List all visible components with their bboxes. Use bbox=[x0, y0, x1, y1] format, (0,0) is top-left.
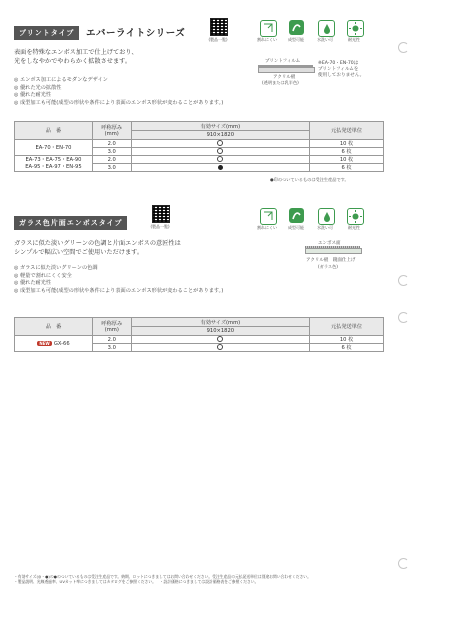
section1-footnote: ●印のついているものは受注生産品です。 bbox=[270, 177, 349, 182]
header-product: 品 番 bbox=[15, 122, 93, 140]
acrylic-label: アクリル板 鏡面仕上げ bbox=[306, 258, 356, 263]
size-mark-cell bbox=[131, 140, 310, 148]
acrylic-layer bbox=[258, 67, 315, 73]
section1-tag: プリントタイプ bbox=[14, 26, 79, 40]
unit-cell: 6 枚 bbox=[310, 344, 384, 352]
break-resistant-icon bbox=[260, 208, 277, 225]
icon-label: 水洗い可 bbox=[317, 225, 333, 230]
emboss-label: エンボス面 bbox=[318, 241, 341, 246]
header-size: 有効サイズ(mm) bbox=[131, 318, 310, 327]
sun-icon bbox=[347, 208, 364, 225]
water-drop-icon bbox=[318, 208, 335, 225]
size-mark-cell bbox=[131, 156, 310, 164]
bullet-item: ◎ 軽量で割れにくく安全 bbox=[14, 273, 314, 281]
section1-spec-table bbox=[14, 121, 384, 172]
unit-cell: 6 枚 bbox=[310, 164, 384, 172]
header-unit: 元払発送単位 bbox=[310, 318, 384, 336]
header-product: 品 番 bbox=[15, 318, 93, 336]
break-resistant-icon bbox=[260, 20, 277, 37]
size-mark-cell bbox=[131, 344, 310, 352]
film-label: プリントフィルム bbox=[265, 59, 301, 64]
intro-line: ガラスに似た淡いグリーンの色調と片面エンボスの意匠性は bbox=[14, 240, 181, 247]
table-row bbox=[15, 336, 384, 344]
moldable-icon bbox=[289, 208, 304, 223]
unit-cell: 6 枚 bbox=[310, 148, 384, 156]
moldable-icon bbox=[289, 20, 304, 35]
icon-label: 耐光性 bbox=[348, 225, 360, 230]
footer-notes bbox=[14, 574, 394, 584]
open-circle-mark bbox=[217, 344, 223, 350]
section2-intro bbox=[14, 239, 294, 257]
open-circle-mark bbox=[217, 140, 223, 146]
binder-hole bbox=[398, 275, 409, 286]
product-cell: EA-70・EN-70 bbox=[15, 140, 93, 156]
intro-line: 表面を特殊なエンボス加工で仕上げており、 bbox=[14, 49, 138, 56]
open-circle-mark bbox=[217, 156, 223, 162]
bullet-item: ◎ 成型加工も可能(成型の形状や条件により表面のエンボス形状が変わることがあります。) bbox=[14, 100, 314, 108]
acrylic-label: アクリル板 bbox=[273, 75, 296, 80]
acrylic-sub-label: (透明または乳半色) bbox=[262, 80, 299, 85]
header-unit: 元払発送単位 bbox=[310, 122, 384, 140]
open-circle-mark bbox=[217, 148, 223, 154]
icon-label: 耐光性 bbox=[348, 37, 360, 42]
icon-label: 成型可能 bbox=[288, 37, 304, 42]
thickness-cell: 2.0 bbox=[92, 140, 131, 148]
thickness-cell: 2.0 bbox=[92, 336, 131, 344]
product-cell: NEW GX-66 bbox=[15, 336, 93, 352]
binder-hole bbox=[398, 558, 409, 569]
footer-line: ・有効サイズ(◎・●)の●のついているものは受注生産品です。納期、ロットにつきましてはお問い合わせください。受注生産品の元払発送単位は別途お問い合わせください。 bbox=[14, 574, 311, 579]
section2-bullets bbox=[14, 265, 314, 295]
size-mark-cell bbox=[131, 164, 310, 172]
size-mark-cell bbox=[131, 148, 310, 156]
diagram-side-note: ※EA-70・EN-70は プリントフィルムを 使用しておりません。 bbox=[318, 61, 365, 78]
header-size-value: 910×1820 bbox=[131, 131, 310, 140]
qr-caption: (製品一覧) bbox=[208, 37, 228, 42]
bullet-item: ◎ 優れた光の拡散性 bbox=[14, 85, 314, 93]
icon-label: 割れにくい bbox=[257, 37, 277, 42]
water-drop-icon bbox=[318, 20, 335, 37]
qr-caption: (製品一覧) bbox=[150, 224, 170, 229]
binder-hole bbox=[398, 42, 409, 53]
table-row bbox=[15, 156, 384, 164]
section1-bullets bbox=[14, 77, 314, 107]
unit-cell: 10 枚 bbox=[310, 156, 384, 164]
bullet-item: ◎ 成型加工も可能(成型の形状や条件により表面のエンボス形状が変わることがあります。) bbox=[14, 288, 314, 296]
section1-title: エバーライトシリーズ bbox=[86, 28, 186, 39]
header-size: 有効サイズ(mm) bbox=[131, 122, 310, 131]
intro-line: 光をしなやかでやわらかく拡散させます。 bbox=[14, 58, 132, 65]
unit-cell: 10 枚 bbox=[310, 140, 384, 148]
binder-hole bbox=[398, 312, 409, 323]
qr-code-icon[interactable] bbox=[152, 205, 170, 223]
acrylic-sub-label: (ガラス色) bbox=[318, 264, 338, 269]
thickness-cell: 3.0 bbox=[92, 164, 131, 172]
bullet-item: ◎ 優れた耐光性 bbox=[14, 92, 314, 100]
sun-icon bbox=[347, 20, 364, 37]
section2-tag: ガラス色片面エンボスタイプ bbox=[14, 216, 127, 230]
unit-cell: 10 枚 bbox=[310, 336, 384, 344]
acrylic-layer bbox=[305, 248, 362, 254]
icon-label: 成型可能 bbox=[288, 225, 304, 230]
bullet-item: ◎ ガラスに似た淡いグリーンの色調 bbox=[14, 265, 314, 273]
icon-label: 割れにくい bbox=[257, 225, 277, 230]
header-thickness: 呼称厚み (mm) bbox=[92, 318, 131, 336]
thickness-cell: 2.0 bbox=[92, 156, 131, 164]
product-cell: EA-73・EA-75・EA-90 EA-95・EA-97・EN-95 bbox=[15, 156, 93, 172]
footer-line: ・製品説明、光線透過率、UVカット率につきましてはカタログをご参照ください。 ・設計価格につきましては設計価格表をご参照ください。 bbox=[14, 579, 259, 585]
header-size-value: 910×1820 bbox=[131, 327, 310, 336]
header-thickness: 呼称厚み (mm) bbox=[92, 122, 131, 140]
size-mark-cell bbox=[131, 336, 310, 344]
qr-code-icon[interactable] bbox=[210, 18, 228, 36]
open-circle-mark bbox=[217, 336, 223, 342]
section2-spec-table bbox=[14, 317, 384, 352]
thickness-cell: 3.0 bbox=[92, 148, 131, 156]
intro-line: シンプルで幅広い空間でご使用いただけます。 bbox=[14, 249, 144, 256]
new-badge: NEW bbox=[39, 340, 50, 346]
bullet-item: ◎ 優れた耐光性 bbox=[14, 280, 314, 288]
thickness-cell: 3.0 bbox=[92, 344, 131, 352]
bullet-item: ◎ エンボス加工によるモダンなデザイン bbox=[14, 77, 314, 85]
section1-intro bbox=[14, 48, 254, 66]
icon-label: 水洗い可 bbox=[317, 37, 333, 42]
filled-circle-mark bbox=[218, 165, 223, 170]
table-row bbox=[15, 140, 384, 148]
